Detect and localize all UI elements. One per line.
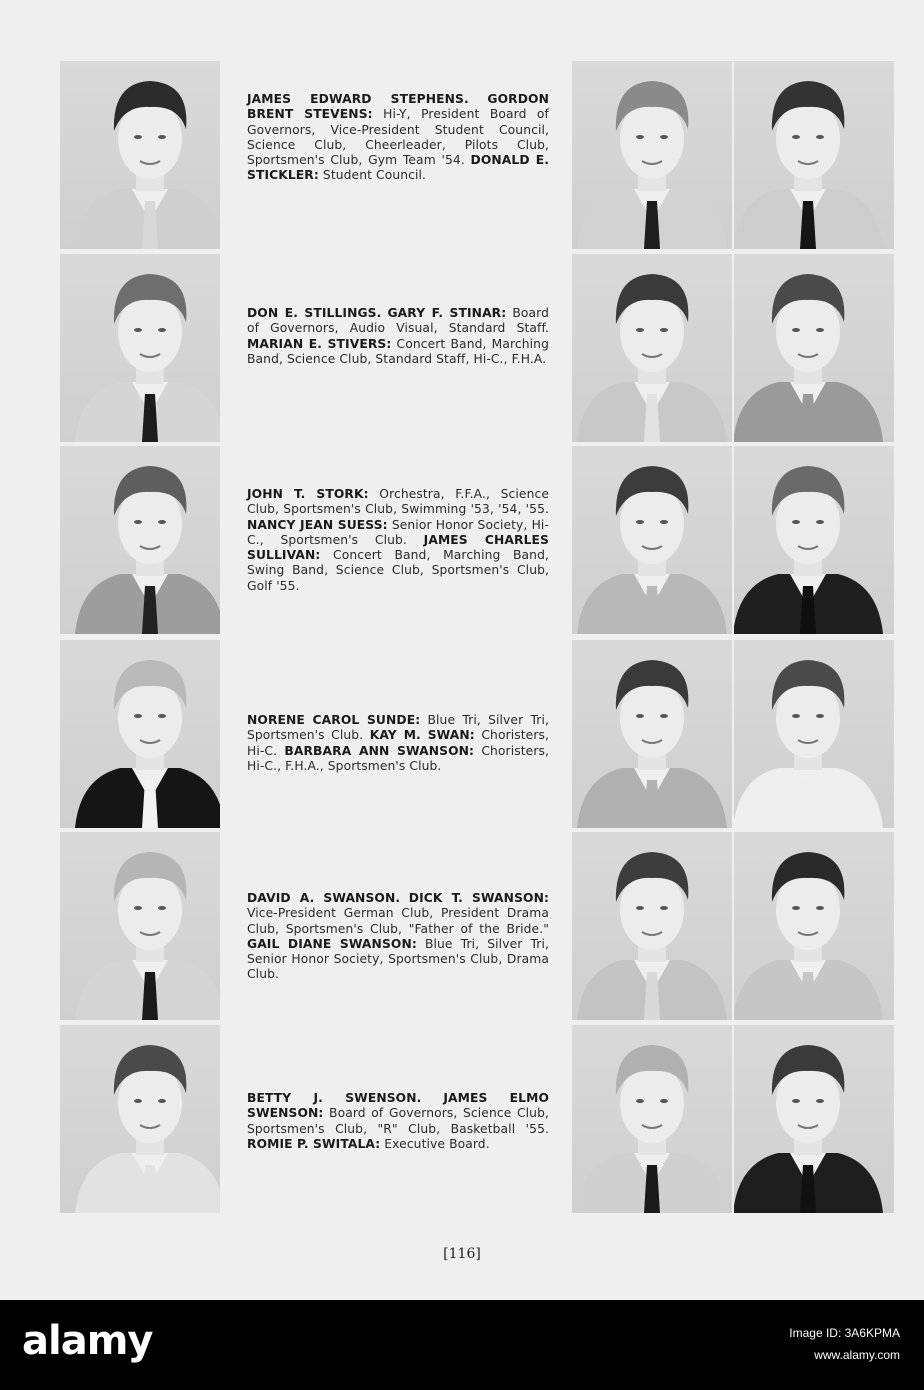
student-portrait-photo	[572, 1025, 732, 1213]
bio-text	[469, 92, 488, 106]
student-portrait-photo	[572, 832, 732, 1020]
bio-block-4	[247, 713, 549, 774]
student-portrait-photo	[734, 1025, 894, 1213]
student-portrait-photo	[734, 640, 894, 828]
student-name: JOHN T. STORK:	[247, 487, 369, 501]
bio-text: Board of Governors, Audio Visual, Standard Staff.	[247, 306, 549, 336]
bio-block-1	[247, 92, 549, 184]
watermark-info	[600, 1322, 900, 1366]
student-portrait-photo	[60, 1025, 220, 1213]
bio-text: Executive Board.	[380, 1136, 490, 1151]
student-name: JAMES EDWARD STEPHENS.	[247, 92, 469, 106]
student-name: BETTY J. SWENSON.	[247, 1091, 422, 1105]
bio-block-3	[247, 487, 549, 594]
student-name: GAIL DIANE SWANSON:	[247, 936, 417, 951]
watermark-url: www.alamy.com	[814, 1348, 900, 1362]
student-name: GARY F. STINAR:	[387, 306, 507, 320]
student-name: KAY M. SWAN:	[369, 728, 475, 743]
student-name: NORENE CAROL SUNDE:	[247, 713, 421, 727]
student-name: DAVID A. SWANSON.	[247, 891, 401, 905]
bio-block-6	[247, 1091, 549, 1152]
watermark-logo: alamy	[22, 1318, 153, 1364]
bio-text	[421, 1091, 443, 1105]
page-number: [116]	[443, 1246, 481, 1262]
image-id-text: Image ID: 3A6KPMA	[789, 1326, 900, 1340]
bio-block-5	[247, 891, 549, 983]
bio-text: Blue Tri, Silver Tri, Sportsmen's Club.	[247, 713, 549, 743]
student-name: DON E. STILLINGS.	[247, 306, 382, 320]
student-portrait-photo	[734, 446, 894, 634]
student-name: MARIAN E. STIVERS:	[247, 336, 392, 351]
student-name: NANCY JEAN SUESS:	[247, 517, 388, 532]
student-name: BARBARA ANN SWANSON:	[284, 743, 475, 758]
bio-text: Concert Band, Marching Band, Swing Band, Science Club, Sportsmen's Club, Golf '55.	[247, 548, 549, 593]
bio-text: Vice-President German Club, President Drama Club, Sportsmen's Club, "Father of the Bride."	[247, 906, 549, 936]
bio-block-2	[247, 306, 549, 367]
student-name: ROMIE P. SWITALA:	[247, 1136, 381, 1151]
bio-text: Choristers, Hi-C.	[247, 728, 550, 758]
bio-text: Student Council.	[318, 168, 427, 183]
student-name: JAMES ELMO SWENSON:	[247, 1091, 549, 1121]
bio-text: Choristers, Hi-C., F.H.A., Sportsmen's Club.	[247, 743, 549, 773]
bio-text: Orchestra, F.F.A., Science Club, Sportsmen's Club, Swimming '53, '54, '55.	[247, 487, 549, 517]
student-name: DICK T. SWANSON:	[408, 891, 549, 905]
student-portrait-photo	[60, 640, 220, 828]
student-name: DONALD E. STICKLER:	[247, 153, 549, 183]
student-portrait-photo	[572, 254, 732, 442]
bio-text: Board of Governors, Science Club, Sportsmen's Club, "R" Club, Basketball '55.	[247, 1106, 549, 1136]
bio-text: Hi-Y, President Board of Governors, Vice-President Student Council, Science Club, Cheerleader, Pilots Club, Sportsmen's Club, Gym Team '54.	[247, 107, 549, 168]
student-portrait-photo	[734, 832, 894, 1020]
student-portrait-photo	[60, 61, 220, 249]
student-portrait-photo	[60, 254, 220, 442]
student-portrait-photo	[734, 61, 894, 249]
student-portrait-photo	[572, 640, 732, 828]
student-portrait-photo	[734, 254, 894, 442]
bio-text: Concert Band, Marching Band, Science Club, Standard Staff, Hi-C., F.H.A.	[247, 336, 549, 366]
bio-text	[400, 891, 409, 905]
student-name: JAMES CHARLES SULLIVAN:	[247, 532, 549, 563]
student-portrait-photo	[572, 446, 732, 634]
student-portrait-photo	[572, 61, 732, 249]
student-name: GORDON BRENT STEVENS:	[247, 92, 549, 122]
bio-text: Blue Tri, Silver Tri, Senior Honor Society, Sportsmen's Club, Drama Club.	[247, 936, 549, 982]
bio-text: Senior Honor Society, Hi-C., Sportsmen's Club.	[247, 517, 549, 547]
student-portrait-photo	[60, 446, 220, 634]
student-portrait-photo	[60, 832, 220, 1020]
